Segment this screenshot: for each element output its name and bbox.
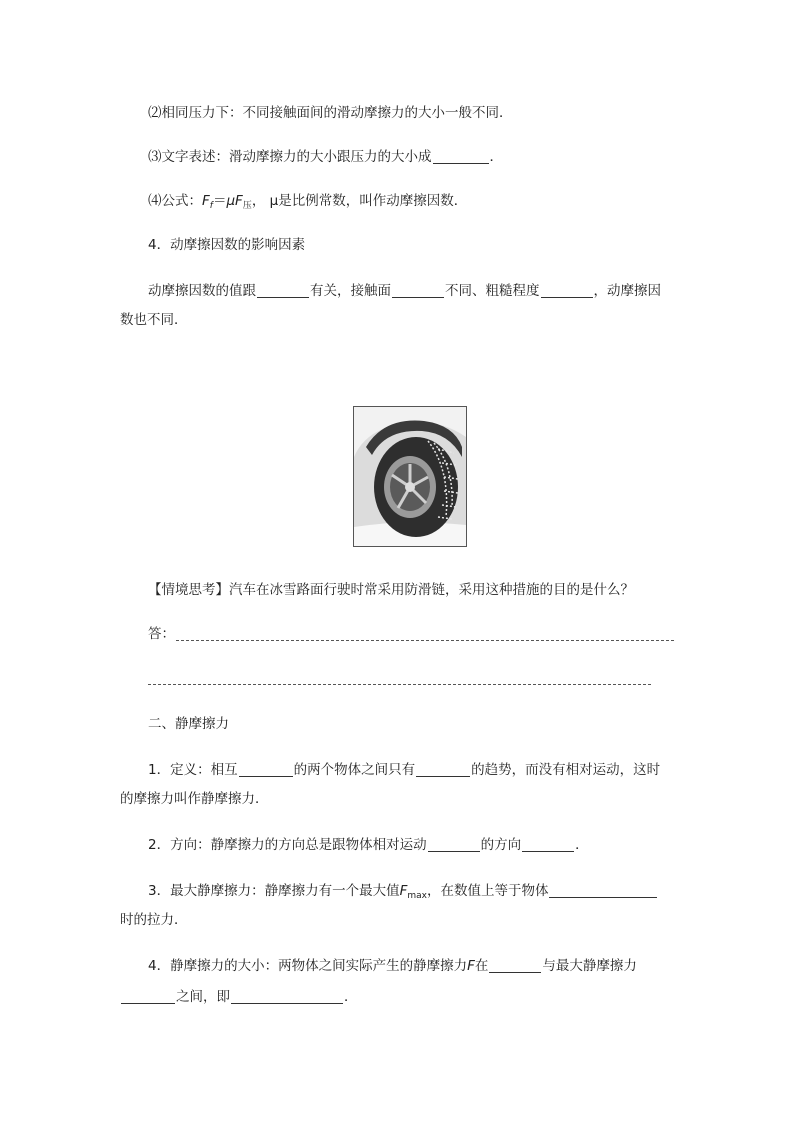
d3b: ，在数值上等于物体 <box>426 883 549 899</box>
d1a: 1．定义：相互 <box>148 762 238 778</box>
s4-t5: 数也不同． <box>120 312 188 328</box>
item-3-end: ． <box>489 149 503 165</box>
item-2 <box>148 103 676 123</box>
answer-blank[interactable] <box>541 283 593 298</box>
definition-line1 <box>148 760 676 780</box>
s4-t4: ，动摩擦因 <box>593 283 661 299</box>
formula-f-sub: f <box>209 201 213 211</box>
formula-mu: μF <box>226 193 243 209</box>
d1d: 的摩擦力叫作静摩擦力． <box>120 791 269 807</box>
max-static-friction-line1 <box>148 881 676 906</box>
answer-blank[interactable] <box>257 283 309 298</box>
s4-t2: 有关，接触面 <box>310 283 391 299</box>
item-4-formula <box>148 191 676 216</box>
tire-snow-chain-photo <box>353 406 467 547</box>
section-4-line1 <box>148 281 676 301</box>
item-2-text: ⑵相同压力下：不同接触面间的滑动摩擦力的大小一般不同． <box>148 105 513 121</box>
d3-max-sub: max <box>407 891 427 901</box>
answer-blank[interactable] <box>392 283 444 298</box>
answer-blank[interactable] <box>231 989 343 1004</box>
d1b: 的两个物体之间只有 <box>293 762 416 778</box>
situation-label: 【情境思考】 <box>148 582 229 598</box>
d4a: 4．静摩擦力的大小：两物体之间实际产生的静摩擦力 <box>148 958 468 974</box>
d3a: 3．最大静摩擦力：静摩擦力有一个最大值 <box>148 883 400 899</box>
answer-line-1[interactable] <box>176 640 674 641</box>
s4-t1: 动摩擦因数的值跟 <box>148 283 256 299</box>
d4d: 之间，即 <box>176 989 230 1005</box>
static-friction-heading <box>148 714 676 734</box>
d4b: 在 <box>474 958 489 974</box>
item-3-text: ⑶文字表述：滑动摩擦力的大小跟压力的大小成 <box>148 149 432 165</box>
section-4-heading <box>148 235 676 255</box>
answer-blank[interactable] <box>549 883 657 898</box>
direction-line <box>148 835 676 855</box>
answer-blank[interactable] <box>239 762 293 777</box>
answer-blank[interactable] <box>433 149 489 164</box>
formula-desc: ， μ是比例常数，叫作动摩擦因数． <box>251 193 468 209</box>
magnitude-line1 <box>148 956 676 976</box>
magnitude-line2 <box>120 987 676 1007</box>
answer-label: 答： <box>148 626 175 642</box>
situation-question <box>148 580 704 600</box>
tire-chain-illustration <box>354 407 466 546</box>
d3-f: F <box>399 883 408 899</box>
formula-eq: ＝ <box>212 193 227 209</box>
d4-f: F <box>467 958 475 974</box>
answer-blank[interactable] <box>416 762 470 777</box>
answer-line-2[interactable] <box>148 684 651 685</box>
formula-f: F <box>202 193 210 209</box>
item-3 <box>148 147 676 167</box>
static-friction-title: 二、静摩擦力 <box>148 716 229 732</box>
d4c: 与最大静摩擦力 <box>542 958 637 974</box>
situation-question-text: 汽车在冰雪路面行驶时常采用防滑链，采用这种措施的目的是什么？ <box>229 582 634 598</box>
answer-blank[interactable] <box>428 837 480 852</box>
formula-ya-sub: 压 <box>242 201 252 211</box>
max-static-friction-line2 <box>120 910 676 930</box>
d1c: 的趋势，而没有相对运动，这时 <box>471 762 661 778</box>
formula-label: ⑷公式： <box>148 193 202 209</box>
answer-blank[interactable] <box>489 958 541 973</box>
d2c: ． <box>575 837 589 853</box>
d3c: 时的拉力． <box>120 912 188 928</box>
d4e: ． <box>344 989 358 1005</box>
section-4-title: 4．动摩擦因数的影响因素 <box>148 237 306 253</box>
answer-blank[interactable] <box>522 837 574 852</box>
d2a: 2．方向：静摩擦力的方向总是跟物体相对运动 <box>148 837 427 853</box>
answer-label-line <box>148 624 676 644</box>
s4-t3: 不同、粗糙程度 <box>445 283 540 299</box>
section-4-line2 <box>120 310 676 330</box>
answer-blank[interactable] <box>121 989 175 1004</box>
definition-line2 <box>120 789 676 809</box>
d2b: 的方向 <box>480 837 522 853</box>
